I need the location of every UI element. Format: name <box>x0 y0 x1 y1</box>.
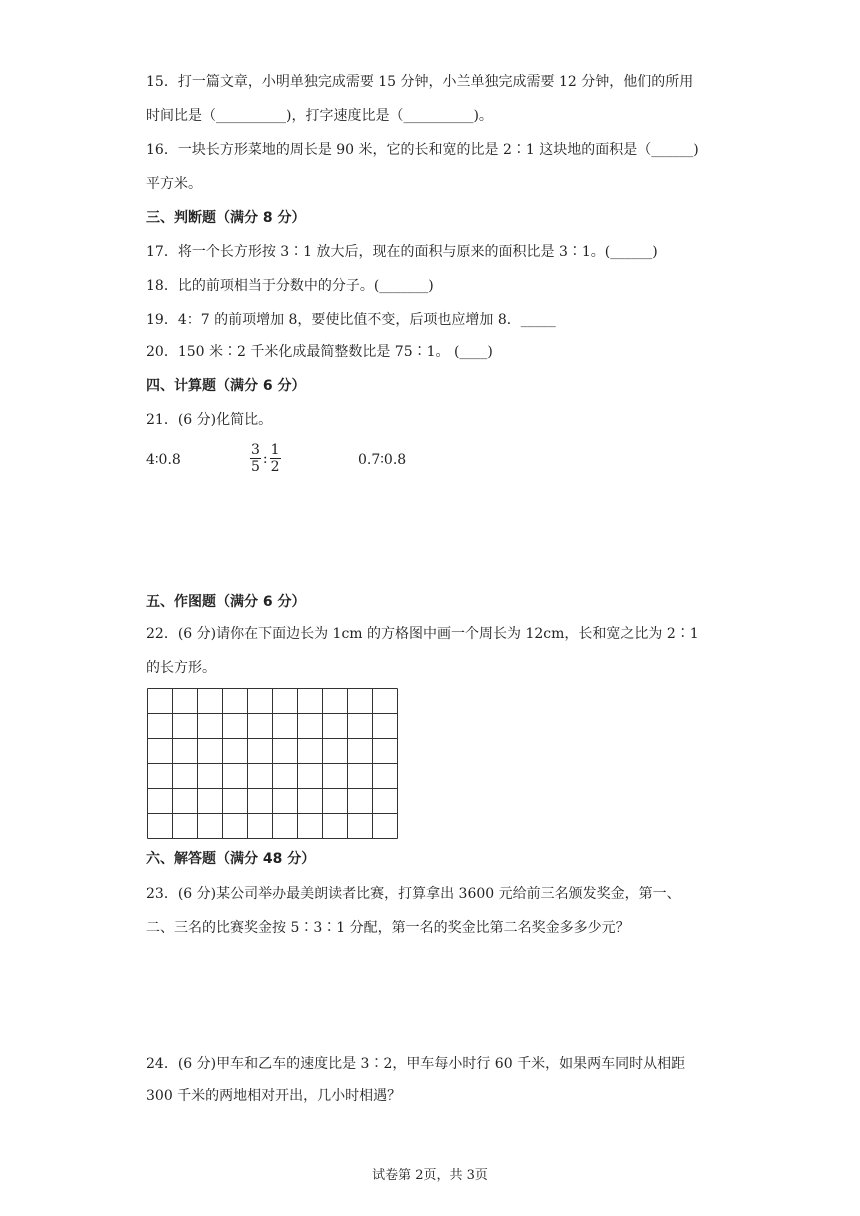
q19-text: 19．4：7 的前项增加 8，要使比值不变，后项也应增加 8．_____ <box>146 312 556 328</box>
q23-line1: 23．(6 分)某公司举办最美朗读者比赛，打算拿出 3600 元给前三名颁发奖金，第一、 <box>146 886 681 902</box>
q21-stem: 21．(6 分)化简比。 <box>146 412 273 428</box>
q21-expr1: 4∶0.8 <box>146 452 181 468</box>
q16-line1: 16．一块长方形菜地的周长是 90 米，它的长和宽的比是 2∶1 这块地的面积是（______) <box>146 142 699 158</box>
q21-expr2-num2: 1 <box>270 442 280 458</box>
q16-line2: 平方米。 <box>146 176 202 192</box>
q21-expr2-den2: 2 <box>270 459 280 475</box>
q21-expr2-num1: 3 <box>251 442 260 458</box>
grid-paper[interactable] <box>147 688 399 840</box>
q22-line1: 22．(6 分)请你在下面边长为 1cm 的方格图中画一个周长为 12cm，长和宽之比为 2∶1 <box>146 626 699 642</box>
q15-line2: 时间比是（__________)，打字速度比是（__________)。 <box>146 108 493 124</box>
section3-title: 三、判断题（满分 8 分） <box>146 210 306 226</box>
q15-line1: 15．打一篇文章，小明单独完成需要 15 分钟，小兰单独完成需要 12 分钟，他们的所用 <box>146 74 694 90</box>
q21-expr2-den1: 5 <box>251 459 260 475</box>
q17-text: 17．将一个长方形按 3∶1 放大后，现在的面积与原来的面积比是 3∶1。(______) <box>146 244 658 260</box>
q21-expr2 <box>250 442 281 475</box>
page-footer: 试卷第 2页，共 3页 <box>372 1168 488 1183</box>
q24-line1: 24．(6 分)甲车和乙车的速度比是 3∶2，甲车每小时行 60 千米，如果两车同时从相距 <box>146 1056 686 1072</box>
q24-line2: 300 千米的两地相对开出，几小时相遇？ <box>146 1088 402 1104</box>
q23-line2: 二、三名的比赛奖金按 5∶3∶1 分配，第一名的奖金比第二名奖金多多少元？ <box>146 920 630 936</box>
section5-title: 五、作图题（满分 6 分） <box>146 594 306 610</box>
section4-title: 四、计算题（满分 6 分） <box>146 378 306 394</box>
q21-expr2-sep: : <box>262 450 268 467</box>
q21-expr3: 0.7∶0.8 <box>358 452 407 468</box>
section6-title: 六、解答题（满分 48 分） <box>146 851 316 867</box>
q18-text: 18．比的前项相当于分数中的分子。(_______) <box>146 278 434 294</box>
q20-text: 20．150 米∶2 千米化成最简整数比是 75∶1。 (____) <box>146 344 493 360</box>
q22-line2: 的长方形。 <box>146 660 216 676</box>
